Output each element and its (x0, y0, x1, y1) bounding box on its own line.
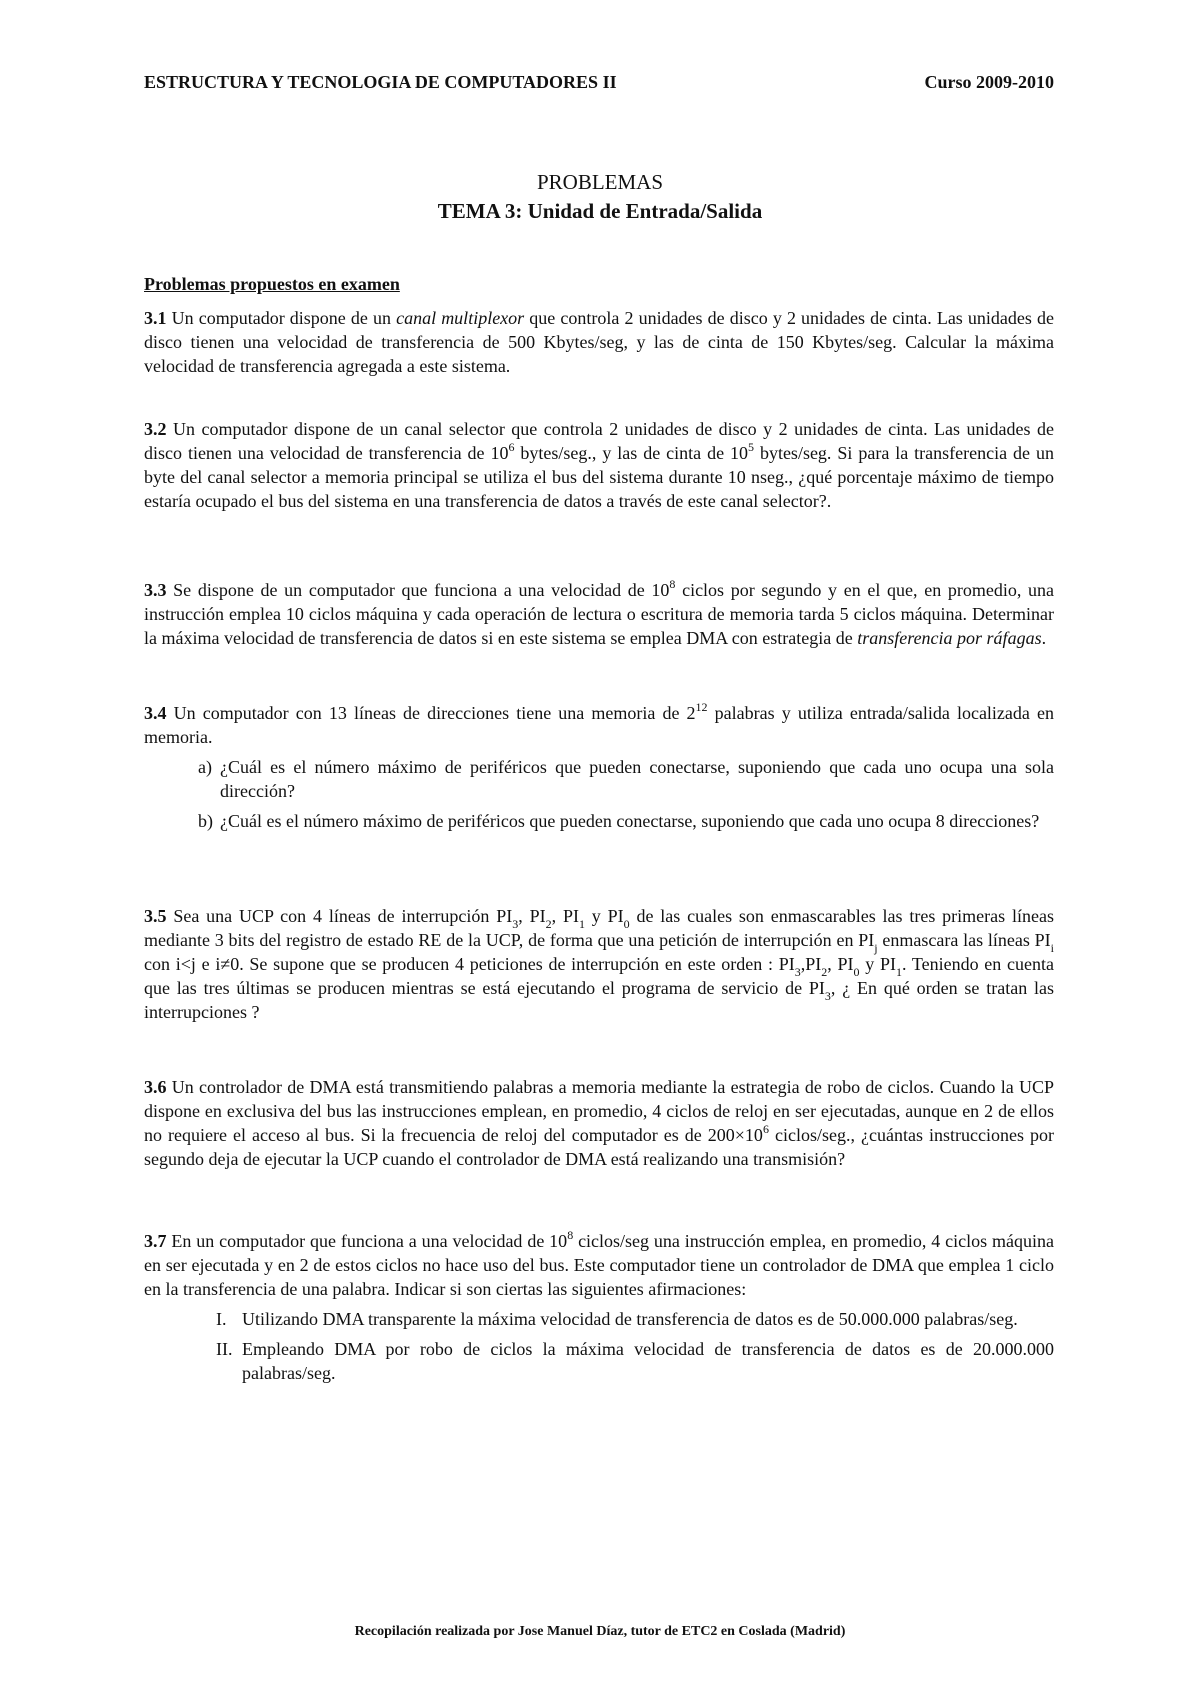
problem-text: ciclos/seg una instrucción emplea, en promedio, 4 ciclos máquina en ser ejecutada y en 2 de estos ciclos no hace uso del bus. Este computador tiene un controlador de DMA que emplea 1 ciclo en la transferencia de una palabra. Indicar si son ciertas las siguientes afirmaciones: (144, 1231, 1054, 1299)
exponent: 8 (669, 577, 676, 591)
exponent: 6 (508, 440, 515, 454)
problem-text: de las cuales son enmascarables las tres primeras líneas mediante 3 bits del registro de estado RE de la UCP, de forma que una petición de interrupción en PI (144, 906, 1054, 950)
exponent: 5 (748, 440, 754, 454)
problem-3-6 (144, 1075, 1054, 1171)
subscript: 3 (824, 988, 831, 1003)
problem-text: y PI (859, 954, 896, 974)
subscript: 0 (623, 916, 630, 931)
problem-text: palabras y utiliza entrada/salida localizada en memoria. (144, 703, 1054, 747)
title-line-2: TEMA 3: Unidad de Entrada/Salida (437, 199, 763, 223)
statement-text: Utilizando DMA transparente la máxima velocidad de transferencia de datos es de 50.000.000 palabras/seg. (242, 1309, 1018, 1329)
problem-3-2 (144, 417, 1054, 513)
problem-3-3 (144, 578, 1054, 650)
problem-text-italic: canal multiplexor (396, 308, 525, 328)
question-label: b) (198, 811, 213, 831)
problem-text: Un computador con 13 líneas de direcciones tiene una memoria de 2 (166, 703, 696, 723)
subscript: 1 (895, 964, 902, 979)
problem-number: 3.4 (144, 703, 167, 723)
statement-label: I. (216, 1309, 227, 1329)
problem-text: . Teniendo en cuenta que las tres últimas se producen mientras se está ejecutando el programa de servicio de PI (144, 954, 1054, 998)
problem-3-1 (144, 306, 1054, 378)
problem-number: 3.1 (144, 308, 167, 328)
problem-text: y PI (584, 906, 624, 926)
subscript: j (874, 940, 878, 955)
page-footer: Recopilación realizada por Jose Manuel Díaz, tutor de ETC2 en Coslada (Madrid) (354, 1624, 846, 1639)
problem-number: 3.5 (144, 906, 167, 926)
problem-text: , PI (518, 906, 546, 926)
problem-text: enmascara las líneas PI (877, 930, 1051, 950)
problem-3-4 (144, 701, 1054, 833)
problem-3-5 (144, 904, 1054, 1024)
question-a (144, 755, 1054, 803)
title-line-1: PROBLEMAS (536, 170, 664, 194)
problem-text: Un computador dispone de un (166, 308, 397, 328)
subscript: 1 (578, 916, 585, 931)
problem-text: Sea una UCP con 4 líneas de interrupción PI (166, 906, 513, 926)
problem-text: . (1041, 628, 1047, 648)
page-header (144, 72, 1054, 93)
problem-number: 3.3 (144, 580, 167, 600)
problem-text: Un computador dispone de un canal selector que controla 2 unidades de disco y 2 unidades de cinta. Las unidades de disco tienen una velocidad de transferencia de 10 (144, 419, 1054, 463)
problem-text-italic: transferencia por ráfagas (857, 628, 1042, 648)
problem-text: ,PI (800, 954, 822, 974)
statement-label: II. (216, 1339, 233, 1359)
subscript: 3 (512, 916, 519, 931)
problem-text: bytes/seg. Si para la transferencia de un byte del canal selector a memoria principal se utiliza el bus del sistema durante 10 nseg., ¿qué porcentaje máximo de tiempo estaría ocupado el bus del sistema en una transferencia de datos a través de este canal selector?. (144, 443, 1054, 511)
exponent: 8 (567, 1228, 574, 1242)
problem-text: ciclos por segundo y en el que, en promedio, una instrucción emplea 10 ciclos máquina y cada operación de lectura o escritura de memoria tarda 5 ciclos máquina. Determinar la máxima velocidad de transferencia de datos si en este sistema se emplea DMA con estrategia de (144, 580, 1055, 648)
problem-number: 3.7 (144, 1231, 167, 1251)
exponent: 12 (695, 700, 708, 714)
statement-i (144, 1307, 1054, 1331)
problem-text: bytes/seg., y las de cinta de 10 (514, 443, 748, 463)
problem-number: 3.2 (144, 419, 167, 439)
course-year: Curso 2009-2010 (924, 72, 1054, 92)
statement-ii (144, 1337, 1054, 1385)
document-title (0, 168, 1200, 226)
problem-text: ciclos/seg., ¿cuántas instrucciones por segundo deja de ejecutar la UCP cuando el controlador de DMA está realizando una transmisión? (144, 1125, 1054, 1169)
statement-text: Empleando DMA por robo de ciclos la máxima velocidad de transferencia de datos es de 20.000.000 palabras/seg. (242, 1339, 1054, 1383)
problem-text: , PI (551, 906, 579, 926)
course-title: ESTRUCTURA Y TECNOLOGIA DE COMPUTADORES II (144, 72, 617, 92)
subscript: 2 (545, 916, 552, 931)
subscript: 2 (821, 964, 828, 979)
question-text: ¿Cuál es el número máximo de periféricos que pueden conectarse, suponiendo que cada uno ocupa una sola dirección? (220, 757, 1054, 801)
problem-text: Se dispone de un computador que funciona a una velocidad de 10 (166, 580, 670, 600)
problem-text: Un controlador de DMA está transmitiendo palabras a memoria mediante la estrategia de robo de ciclos. Cuando la UCP dispone en exclusiva del bus las instrucciones emplean, en promedio, 4 ciclos de reloj en ser ejecutadas, aunque en 2 de ellos no requiere el acceso al bus. Si la frecuencia de reloj del computador es de 200×10 (144, 1077, 1054, 1145)
question-b (144, 809, 1054, 833)
subscript: 0 (853, 964, 860, 979)
exponent: 6 (762, 1122, 769, 1136)
problem-text: con i<j e i≠0. Se supone que se producen 4 peticiones de interrupción en este orden : PI (144, 954, 795, 974)
problem-text: que controla 2 unidades de disco y 2 unidades de cinta. Las unidades de disco tienen una velocidad de transferencia de 500 Kbytes/seg, y las de cinta de 150 Kbytes/seg. Calcular la máxima velocidad de transferencia agregada a este sistema. (144, 308, 1054, 376)
section-heading: Problemas propuestos en examen (144, 274, 400, 294)
problem-text: , PI (827, 954, 854, 974)
problem-text: En un computador que funciona a una velocidad de 10 (166, 1231, 568, 1251)
question-text: ¿Cuál es el número máximo de periféricos que pueden conectarse, suponiendo que cada uno ocupa 8 direcciones? (220, 811, 1040, 831)
question-label: a) (198, 757, 212, 777)
subscript: i (1050, 940, 1054, 955)
subscript: 3 (794, 964, 801, 979)
problem-number: 3.6 (144, 1077, 167, 1097)
problem-3-7 (144, 1229, 1054, 1385)
problem-text: , ¿ En qué orden se tratan las interrupciones ? (144, 978, 1055, 1022)
